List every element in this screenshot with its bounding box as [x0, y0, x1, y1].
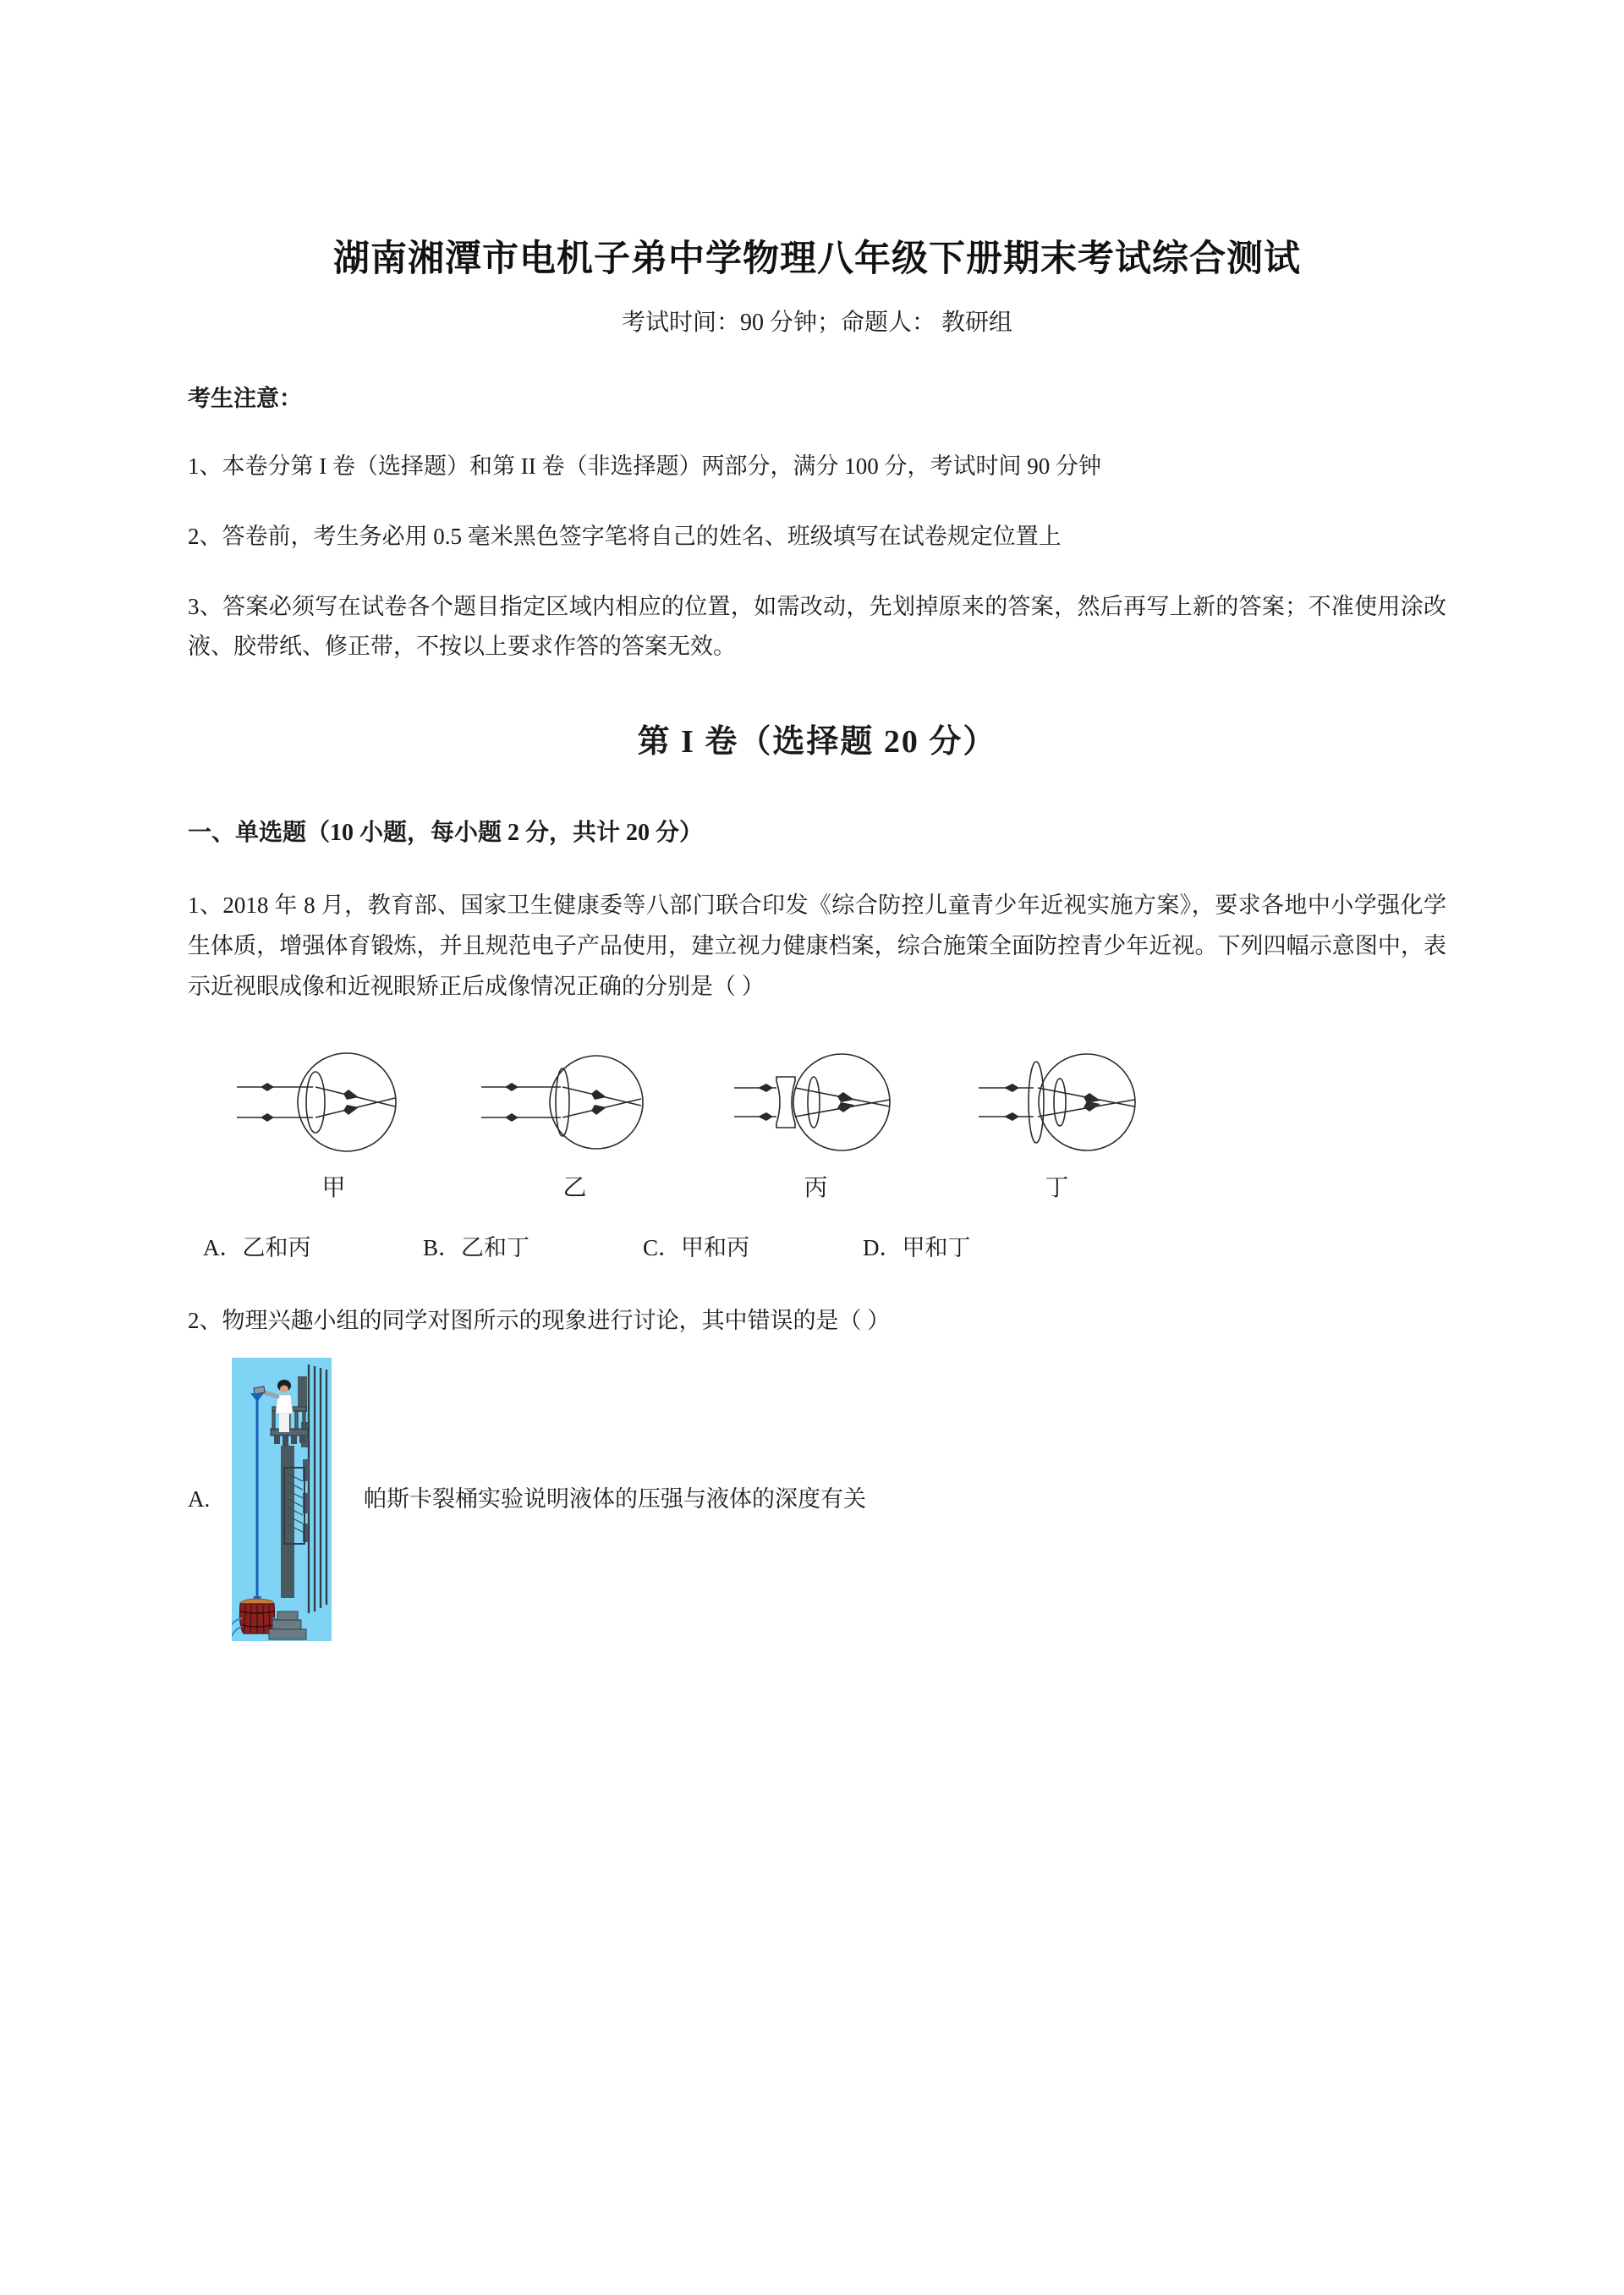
question-1-option-d[interactable]: D．甲和丁	[863, 1234, 971, 1260]
page-content	[188, 0, 1446, 1641]
page-title: 湖南湘潭市电机子弟中学物理八年级下册期末考试综合测试	[333, 239, 1301, 279]
question-2-option-a[interactable]	[188, 1341, 1446, 1641]
eye-figure-bing-label: 丙	[804, 1175, 828, 1202]
question-2-text: 2、物理兴趣小组的同学对图所示的现象进行讨论，其中错误的是（ ）	[188, 1307, 891, 1333]
notice-item-1: 1、本卷分第 I 卷（选择题）和第 II 卷（非选择题）两部分，满分 100 分，考试时间 90 分钟	[188, 453, 1101, 479]
exam-subtitle: 考试时间：90 分钟；命题人： 教研组	[621, 310, 1012, 337]
question-1-text: 1、2018 年 8 月，教育部、国家卫生健康委等八部门联合印发《综合防控儿童青少年近视实施方案》，要求各地中小学强化学生体质，增强体育锻炼，并且规范电子产品使用，建立视力健康档案，综合施策全面防控青少年近视。下列四幅示意图中，表示近视眼成像和近视眼矫正后成像情况正确的分别是（ ）	[188, 892, 1446, 1000]
eye-figure-bing	[695, 1039, 936, 1203]
question-1-figures	[188, 1007, 1446, 1203]
eye-diagram-jia-icon	[228, 1039, 440, 1166]
pascal-barrel-illustration-icon	[232, 1358, 332, 1641]
eye-figure-ding-label: 丁	[1045, 1175, 1069, 1202]
eye-figure-yi	[454, 1039, 695, 1203]
notice-item-2: 2、答卷前，考生务必用 0.5 毫米黑色签字笔将自己的姓名、班级填写在试卷规定位置上	[188, 523, 1062, 549]
eye-figure-yi-label: 乙	[562, 1175, 587, 1202]
question-1-options	[188, 1203, 1446, 1266]
eye-figure-jia	[213, 1039, 454, 1203]
question-1-option-b[interactable]: B．乙和丁	[423, 1234, 530, 1260]
eye-figure-jia-label: 甲	[321, 1175, 346, 1202]
question-2-option-a-letter: A.	[188, 1485, 211, 1512]
pascal-barrel-experiment-image	[232, 1358, 332, 1641]
question-1-option-a[interactable]: A．乙和丙	[203, 1234, 311, 1260]
question-2-option-a-text: 帕斯卡裂桶实验说明液体的压强与液体的深度有关	[364, 1485, 866, 1512]
paper-one-heading: 第 I 卷（选择题 20 分）	[637, 723, 997, 760]
question-1-option-c[interactable]: C．甲和丙	[643, 1234, 750, 1260]
notice-item-3: 3、答案必须写在试卷各个题目指定区域内相应的位置，如需改动，先划掉原来的答案，然后再写上新的答案；不准使用涂改液、胶带纸、修正带，不按以上要求作答的答案无效。	[188, 594, 1446, 660]
notice-heading: 考生注意：	[188, 386, 302, 412]
eye-diagram-yi-icon	[469, 1039, 681, 1166]
eye-figure-ding	[936, 1039, 1177, 1203]
eye-diagram-bing-icon	[710, 1039, 922, 1166]
single-choice-heading: 一、单选题（10 小题，每小题 2 分，共计 20 分）	[188, 819, 704, 846]
eye-diagram-ding-icon	[952, 1039, 1163, 1166]
